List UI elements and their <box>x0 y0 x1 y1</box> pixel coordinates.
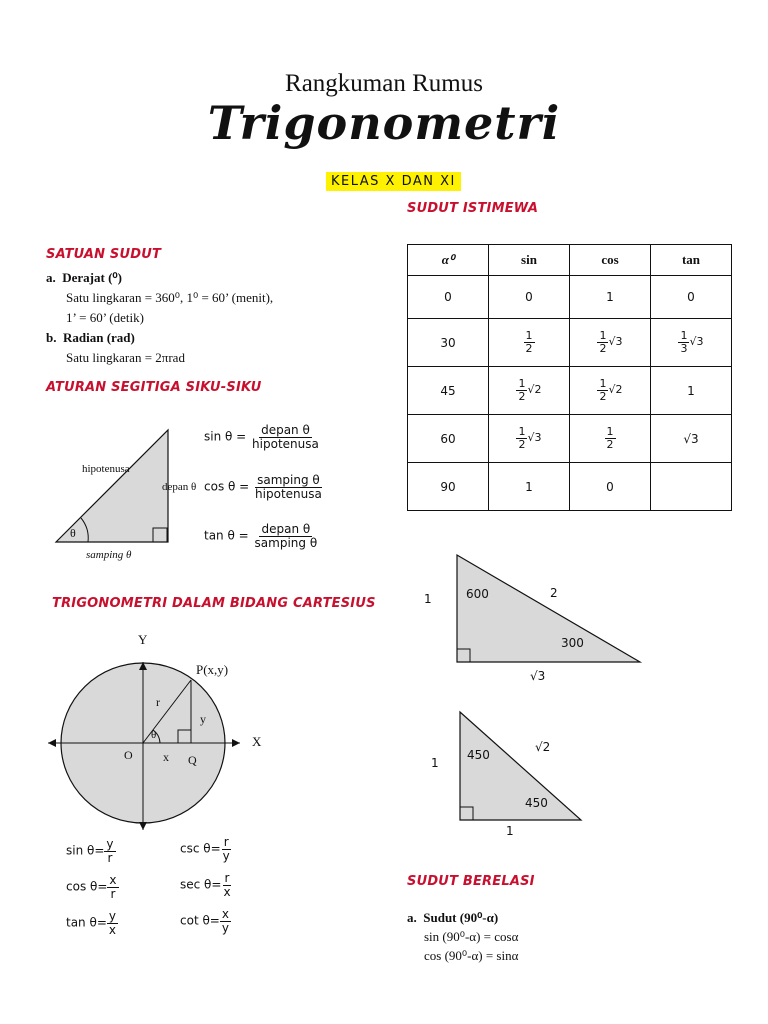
ratio-sec: sec θ= $\frac{r}{x}$ <box>180 871 231 899</box>
table-row: 30 $\frac{1}{2}$ $\frac{1}{2}$ √3 $\frac{1}{3}$ √3 <box>408 319 732 367</box>
col-header-angle: α⁰ <box>408 245 489 276</box>
a-label: a. <box>46 270 56 285</box>
berelasi-a-title: Sudut (90⁰-α) <box>423 910 499 925</box>
x-side-label: x <box>163 750 169 764</box>
col-header-cos: cos <box>570 245 651 276</box>
theta-label: θ <box>70 526 76 540</box>
y-axis-label: Y <box>138 632 148 647</box>
special-angles-table <box>407 244 732 511</box>
cos-ratio: cos θ = $\frac{\text{samping θ}}{\text{hipotenusa}}$ <box>204 473 322 501</box>
table-row: 45 $\frac{1}{2}$ √2 $\frac{1}{2}$ √2 1 <box>408 367 732 415</box>
tri2-top-angle: 450 <box>467 748 490 762</box>
r-label: r <box>156 695 160 709</box>
hyp-label: hipotenusa <box>82 463 130 475</box>
triangle-30-60-90 <box>450 550 650 670</box>
cartesius-heading: TRIGONOMETRI DALAM BIDANG CARTESIUS <box>52 596 376 611</box>
cart-theta-label: θ <box>151 729 157 741</box>
page-title: Trigonometri <box>207 96 561 150</box>
tri1-hyp-label: 2 <box>550 586 558 600</box>
berelasi-block <box>407 908 518 965</box>
tri2-bottom-angle: 450 <box>525 796 548 810</box>
tri1-base-label: √3 <box>530 669 546 683</box>
adj-label: samping θ <box>86 549 132 561</box>
siku-heading: ATURAN SEGITIGA SIKU-SIKU <box>46 380 262 395</box>
opp-label: depan θ <box>162 481 197 493</box>
ratio-csc: csc θ= $\frac{r}{y}$ <box>180 835 230 863</box>
istimewa-heading: SUDUT ISTIMEWA <box>407 201 539 216</box>
tri1-left-label: 1 <box>424 592 432 606</box>
origin-label: O <box>124 748 133 762</box>
berelasi-heading: SUDUT BERELASI <box>407 874 535 889</box>
col-header-sin: sin <box>489 245 570 276</box>
b-line1: Satu lingkaran = 2πrad <box>66 350 185 365</box>
class-badge: KELAS X DAN XI <box>326 172 461 191</box>
satuan-heading: SATUAN SUDUT <box>46 247 162 262</box>
tri2-hyp-label: √2 <box>535 740 551 754</box>
ratio-tan: tan θ= $\frac{y}{x}$ <box>66 909 116 937</box>
table-row: 90 1 0 <box>408 463 732 511</box>
tri1-top-angle: 600 <box>466 587 489 601</box>
tri1-bottom-angle: 300 <box>561 636 584 650</box>
x-axis-label: X <box>252 734 262 749</box>
b-title: Radian (rad) <box>62 330 135 345</box>
ratio-cos: cos θ= $\frac{x}{r}$ <box>66 873 117 901</box>
sin-ratio: sin θ = $\frac{\text{depan θ}}{\text{hipotenusa}}$ <box>204 423 319 451</box>
tan-ratio: tan θ = $\frac{\text{depan θ}}{\text{samping θ}}$ <box>204 522 318 550</box>
a-line1: Satu lingkaran = 360⁰, 1⁰ = 60’ (menit), <box>66 290 274 305</box>
col-header-tan: tan <box>651 245 732 276</box>
tri2-base-label: 1 <box>506 824 514 838</box>
point-label: P(x,y) <box>196 662 229 677</box>
ratio-cot: cot θ= $\frac{x}{y}$ <box>180 907 229 935</box>
right-triangle-diagram <box>40 420 210 570</box>
y-side-label: y <box>200 712 206 726</box>
a-line2: 1’ = 60’ (detik) <box>66 310 144 325</box>
q-label: Q <box>188 753 197 767</box>
triangle-45-45-90 <box>455 708 590 823</box>
table-row: 0 0 1 0 <box>408 276 732 319</box>
berelasi-line2: cos (90⁰-α) = sinα <box>424 948 519 963</box>
ratio-sin: sin θ= $\frac{y}{r}$ <box>66 837 114 865</box>
page-subtitle: Rangkuman Rumus <box>285 70 483 97</box>
b-label: b. <box>46 330 57 345</box>
table-row: 60 $\frac{1}{2}$ √3 $\frac{1}{2}$ √3 <box>408 415 732 463</box>
satuan-block <box>46 268 273 368</box>
berelasi-a-label: a. <box>407 910 417 925</box>
a-title: Derajat (⁰) <box>62 270 122 285</box>
berelasi-line1: sin (90⁰-α) = cosα <box>424 929 519 944</box>
tri2-left-label: 1 <box>431 756 439 770</box>
